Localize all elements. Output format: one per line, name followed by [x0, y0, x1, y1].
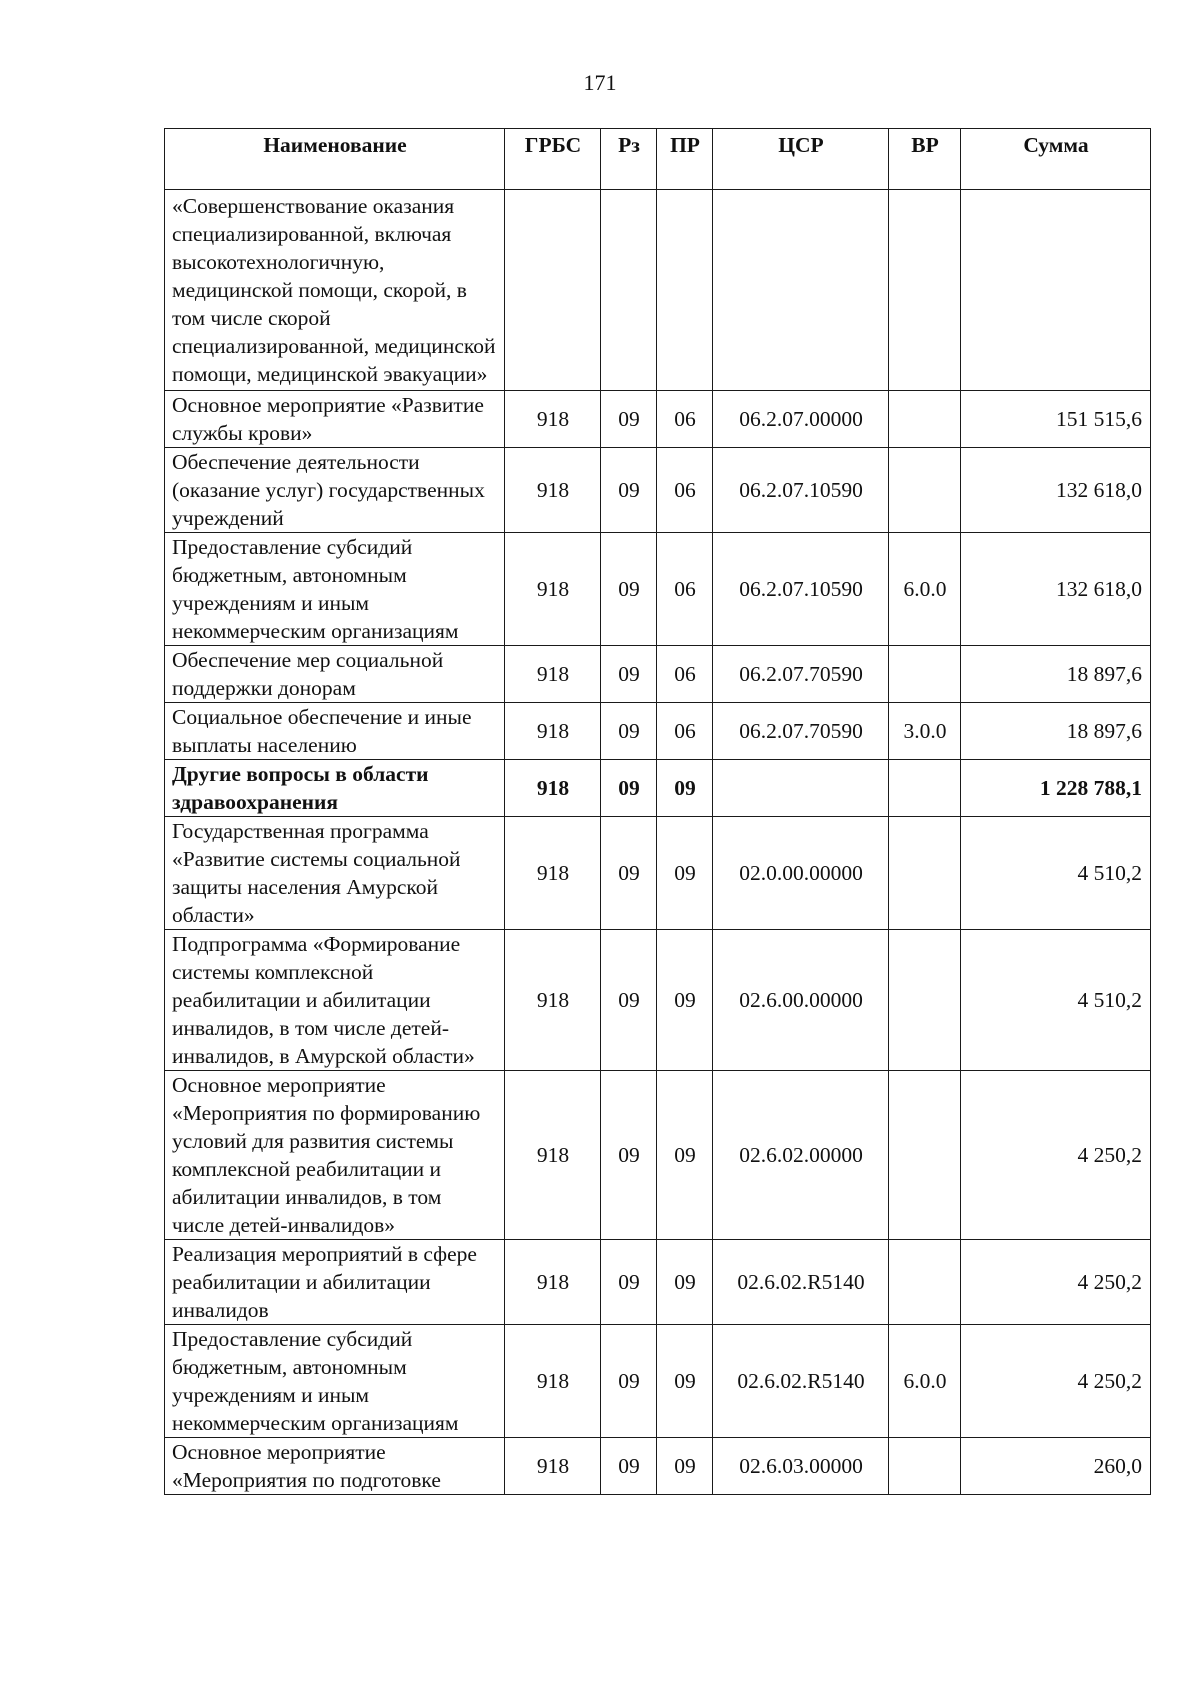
- cell-rz: 09: [601, 533, 657, 646]
- cell-pr: 09: [657, 930, 713, 1071]
- cell-sum: 132 618,0: [961, 533, 1151, 646]
- cell-vr: [889, 817, 961, 930]
- table-row: [165, 760, 1151, 817]
- cell-pr: 06: [657, 533, 713, 646]
- cell-vr: [889, 646, 961, 703]
- header-rz: Рз: [601, 129, 657, 190]
- cell-sum: 260,0: [961, 1438, 1151, 1495]
- cell-rz: 09: [601, 646, 657, 703]
- cell-grbs: 918: [505, 1240, 601, 1325]
- cell-sum: 4 250,2: [961, 1240, 1151, 1325]
- cell-empty: [657, 190, 713, 391]
- cell-grbs: 918: [505, 760, 601, 817]
- cell-name: Обеспечение деятельности (оказание услуг) государственных учреждений: [165, 448, 505, 533]
- cell-rz: 09: [601, 1071, 657, 1240]
- cell-csr: 06.2.07.00000: [713, 391, 889, 448]
- cell-csr: 06.2.07.70590: [713, 703, 889, 760]
- cell-rz: 09: [601, 1438, 657, 1495]
- table-row: [165, 703, 1151, 760]
- cell-pr: 06: [657, 646, 713, 703]
- cell-rz: 09: [601, 391, 657, 448]
- cell-grbs: 918: [505, 703, 601, 760]
- cell-csr: 06.2.07.70590: [713, 646, 889, 703]
- cell-vr: 6.0.0: [889, 1325, 961, 1438]
- cell-sum: 4 510,2: [961, 817, 1151, 930]
- table-header-row: [165, 129, 1151, 190]
- table-row-intro: [165, 190, 1151, 391]
- cell-grbs: 918: [505, 1438, 601, 1495]
- cell-csr: 02.6.02.00000: [713, 1071, 889, 1240]
- cell-vr: [889, 1240, 961, 1325]
- cell-name: Основное мероприятие «Развитие службы крови»: [165, 391, 505, 448]
- table-row: [165, 533, 1151, 646]
- cell-grbs: 918: [505, 817, 601, 930]
- cell-vr: [889, 1071, 961, 1240]
- cell-name: Другие вопросы в области здравоохранения: [165, 760, 505, 817]
- table-row: [165, 1438, 1151, 1495]
- cell-rz: 09: [601, 760, 657, 817]
- intro-text: «Совершенствование оказания специализированной, включая высокотехнологичную, медицинской помощи, скорой, в том числе скорой специализированной, медицинской помощи, медицинской эвакуации»: [165, 190, 505, 391]
- cell-empty: [601, 190, 657, 391]
- cell-sum: 18 897,6: [961, 646, 1151, 703]
- header-grbs: ГРБС: [505, 129, 601, 190]
- cell-name: Предоставление субсидий бюджетным, автономным учреждениям и иным некоммерческим организациям: [165, 1325, 505, 1438]
- cell-grbs: 918: [505, 391, 601, 448]
- page-number: 171: [583, 70, 617, 95]
- cell-pr: 09: [657, 760, 713, 817]
- cell-sum: 4 250,2: [961, 1071, 1151, 1240]
- cell-name: Социальное обеспечение и иные выплаты населению: [165, 703, 505, 760]
- cell-sum: 18 897,6: [961, 703, 1151, 760]
- cell-csr: 02.6.02.R5140: [713, 1325, 889, 1438]
- table-row: [165, 1071, 1151, 1240]
- cell-name: Предоставление субсидий бюджетным, автономным учреждениям и иным некоммерческим организациям: [165, 533, 505, 646]
- cell-rz: 09: [601, 703, 657, 760]
- cell-rz: 09: [601, 448, 657, 533]
- cell-vr: [889, 930, 961, 1071]
- header-sum: Сумма: [961, 129, 1151, 190]
- cell-empty: [713, 190, 889, 391]
- cell-csr: 06.2.07.10590: [713, 533, 889, 646]
- cell-grbs: 918: [505, 930, 601, 1071]
- cell-vr: [889, 1438, 961, 1495]
- cell-pr: 09: [657, 1325, 713, 1438]
- table-row: [165, 1240, 1151, 1325]
- cell-sum: 1 228 788,1: [961, 760, 1151, 817]
- cell-vr: [889, 448, 961, 533]
- cell-sum: 4 510,2: [961, 930, 1151, 1071]
- table-row: [165, 1325, 1151, 1438]
- cell-csr: 02.0.00.00000: [713, 817, 889, 930]
- cell-pr: 09: [657, 1438, 713, 1495]
- cell-name: Обеспечение мер социальной поддержки донорам: [165, 646, 505, 703]
- budget-table: [164, 128, 1151, 1495]
- cell-rz: 09: [601, 930, 657, 1071]
- table-row: [165, 448, 1151, 533]
- cell-name: Основное мероприятие «Мероприятия по подготовке: [165, 1438, 505, 1495]
- cell-csr: 06.2.07.10590: [713, 448, 889, 533]
- table-row: [165, 391, 1151, 448]
- cell-pr: 09: [657, 1071, 713, 1240]
- cell-sum: 151 515,6: [961, 391, 1151, 448]
- cell-grbs: 918: [505, 646, 601, 703]
- cell-grbs: 918: [505, 1325, 601, 1438]
- cell-vr: 6.0.0: [889, 533, 961, 646]
- cell-pr: 09: [657, 1240, 713, 1325]
- header-vr: ВР: [889, 129, 961, 190]
- cell-grbs: 918: [505, 1071, 601, 1240]
- cell-grbs: 918: [505, 448, 601, 533]
- cell-vr: [889, 760, 961, 817]
- cell-empty: [505, 190, 601, 391]
- header-pr: ПР: [657, 129, 713, 190]
- cell-grbs: 918: [505, 533, 601, 646]
- header-csr: ЦСР: [713, 129, 889, 190]
- cell-rz: 09: [601, 817, 657, 930]
- header-name: Наименование: [165, 129, 505, 190]
- table-row: [165, 646, 1151, 703]
- cell-vr: 3.0.0: [889, 703, 961, 760]
- cell-empty: [961, 190, 1151, 391]
- cell-csr: 02.6.03.00000: [713, 1438, 889, 1495]
- cell-csr: 02.6.00.00000: [713, 930, 889, 1071]
- cell-empty: [889, 190, 961, 391]
- cell-csr: 02.6.02.R5140: [713, 1240, 889, 1325]
- table-row: [165, 930, 1151, 1071]
- cell-pr: 06: [657, 703, 713, 760]
- cell-vr: [889, 391, 961, 448]
- cell-name: Государственная программа «Развитие системы социальной защиты населения Амурской области»: [165, 817, 505, 930]
- cell-name: Реализация мероприятий в сфере реабилитации и абилитации инвалидов: [165, 1240, 505, 1325]
- cell-name: Основное мероприятие «Мероприятия по формированию условий для развития системы комплексной реабилитации и абилитации инвалидов, в том числе детей-инвалидов»: [165, 1071, 505, 1240]
- cell-csr: [713, 760, 889, 817]
- cell-rz: 09: [601, 1325, 657, 1438]
- cell-name: Подпрограмма «Формирование системы комплексной реабилитации и абилитации инвалидов, в том числе детей-инвалидов, в Амурской области»: [165, 930, 505, 1071]
- cell-pr: 09: [657, 817, 713, 930]
- table-row: [165, 817, 1151, 930]
- cell-sum: 132 618,0: [961, 448, 1151, 533]
- cell-pr: 06: [657, 391, 713, 448]
- cell-rz: 09: [601, 1240, 657, 1325]
- cell-sum: 4 250,2: [961, 1325, 1151, 1438]
- cell-pr: 06: [657, 448, 713, 533]
